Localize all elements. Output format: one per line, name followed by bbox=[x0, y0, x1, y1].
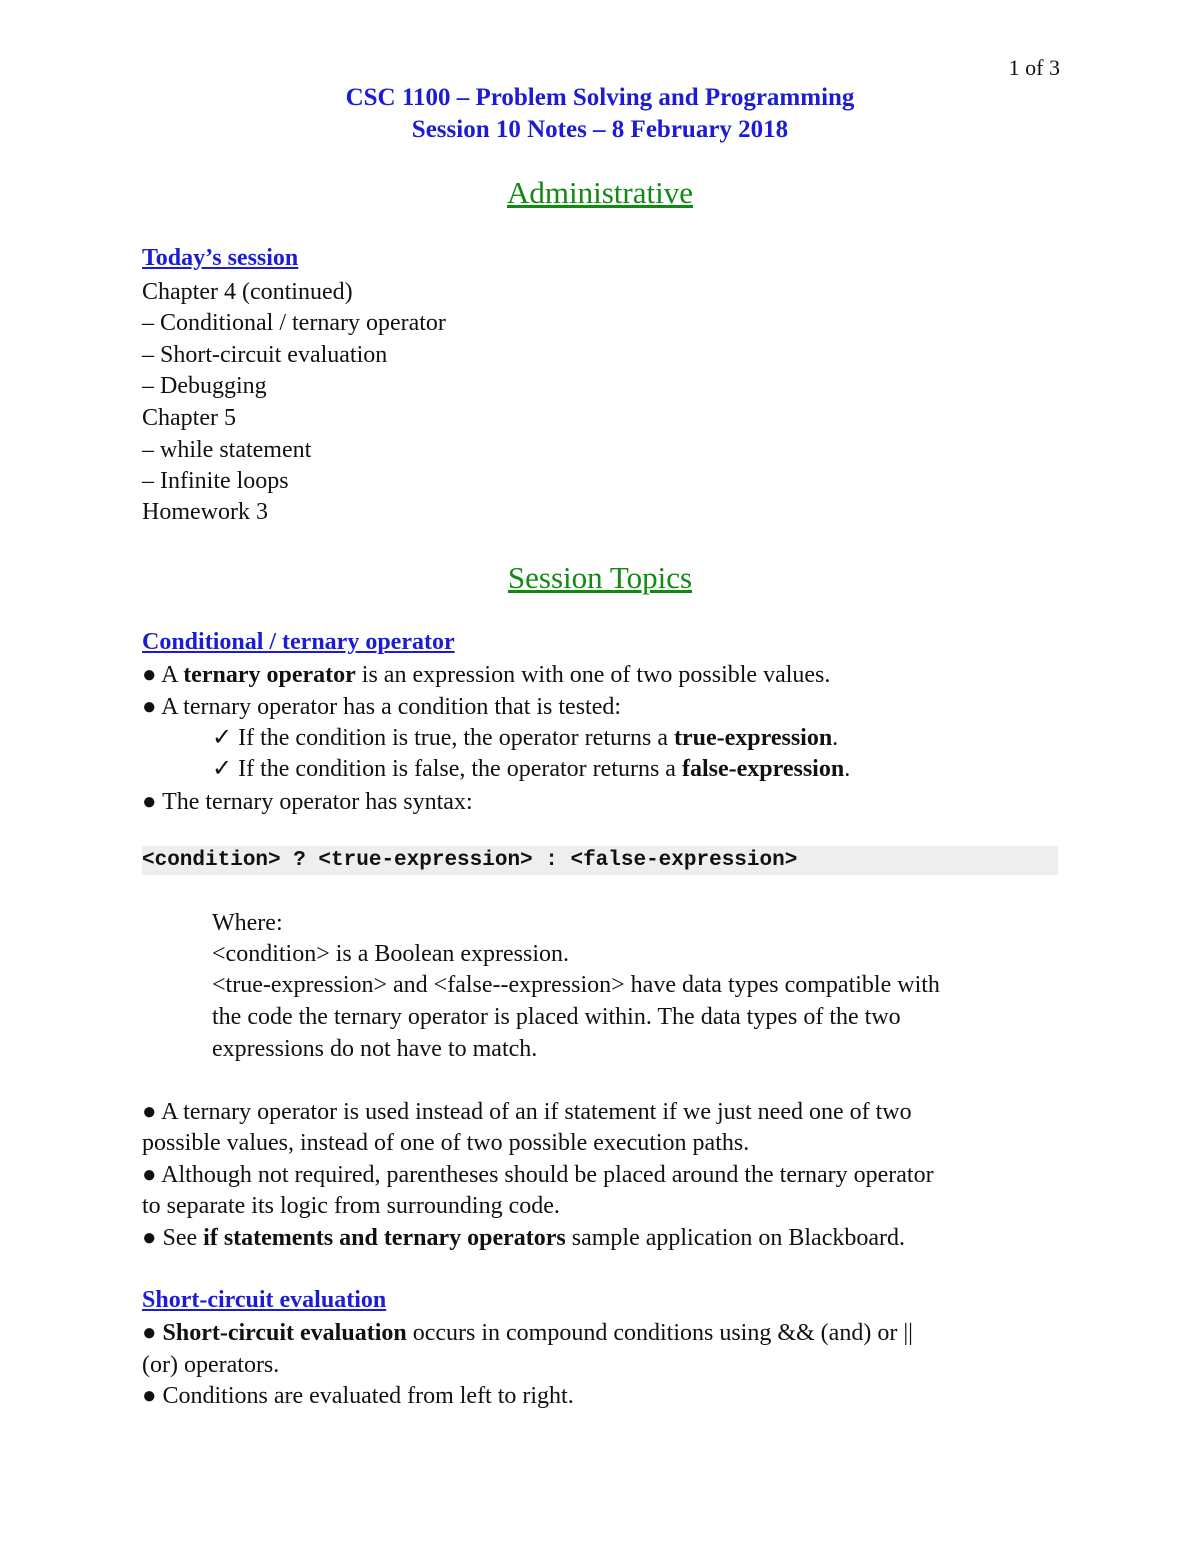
session-line: Homework 3 bbox=[142, 499, 268, 525]
check-item-false: ✓ If the condition is false, the operator returns a false-expression. bbox=[212, 756, 851, 782]
bullet-line: ● Although not required, parentheses should be placed around the ternary operator bbox=[142, 1162, 934, 1188]
session-line: – while statement bbox=[142, 437, 312, 463]
bullet-line: possible values, instead of one of two possible execution paths. bbox=[142, 1130, 750, 1156]
subheading-short-circuit: Short-circuit evaluation bbox=[142, 1287, 387, 1313]
session-line: Chapter 5 bbox=[142, 405, 236, 431]
page-number: 1 of 3 bbox=[1008, 55, 1060, 80]
bullet-ternary-condition: ● A ternary operator has a condition that is tested: bbox=[142, 694, 622, 720]
subheading-todays-session: Today’s session bbox=[142, 245, 299, 271]
bullet-line: ● A ternary operator is used instead of an if statement if we just need one of two bbox=[142, 1099, 912, 1125]
check-icon: ✓ bbox=[212, 725, 233, 751]
where-line: <true-expression> and <false--expression> have data types compatible with bbox=[212, 972, 940, 998]
check-icon: ✓ bbox=[212, 756, 233, 782]
where-line: the code the ternary operator is placed within. The data types of the two bbox=[212, 1004, 901, 1030]
where-line: expressions do not have to match. bbox=[212, 1036, 538, 1062]
where-line: Where: bbox=[212, 910, 283, 936]
check-item-true: ✓ If the condition is true, the operator returns a true-expression. bbox=[212, 725, 839, 751]
session-line: – Conditional / ternary operator bbox=[142, 310, 446, 336]
where-line: <condition> is a Boolean expression. bbox=[212, 941, 570, 967]
session-line: – Infinite loops bbox=[142, 468, 289, 494]
bullet-ternary-definition: ● A ternary operator is an expression with one of two possible values. bbox=[142, 662, 831, 688]
bullet-line: to separate its logic from surrounding code. bbox=[142, 1193, 560, 1219]
bullet-short-circuit-definition: ● Short-circuit evaluation occurs in compound conditions using && (and) or || bbox=[142, 1320, 913, 1346]
section-heading-session-topics: Session Topics bbox=[507, 560, 693, 595]
session-line: – Debugging bbox=[142, 373, 267, 399]
subheading-ternary: Conditional / ternary operator bbox=[142, 629, 455, 655]
section-heading-administrative: Administrative bbox=[507, 175, 693, 210]
document-subtitle: Session 10 Notes – 8 February 2018 bbox=[411, 116, 789, 143]
bullet-ternary-syntax: ● The ternary operator has syntax: bbox=[142, 789, 473, 815]
bullet-left-to-right: ● Conditions are evaluated from left to right. bbox=[142, 1383, 574, 1409]
syntax-code-block: <condition> ? <true-expression> : <false-expression> bbox=[142, 846, 1058, 875]
session-line: – Short-circuit evaluation bbox=[142, 342, 388, 368]
session-line: Chapter 4 (continued) bbox=[142, 279, 353, 305]
bullet-see-sample: ● See if statements and ternary operators sample application on Blackboard. bbox=[142, 1225, 905, 1251]
document-title: CSC 1100 – Problem Solving and Programming bbox=[345, 84, 855, 111]
bullet-line: (or) operators. bbox=[142, 1352, 280, 1378]
